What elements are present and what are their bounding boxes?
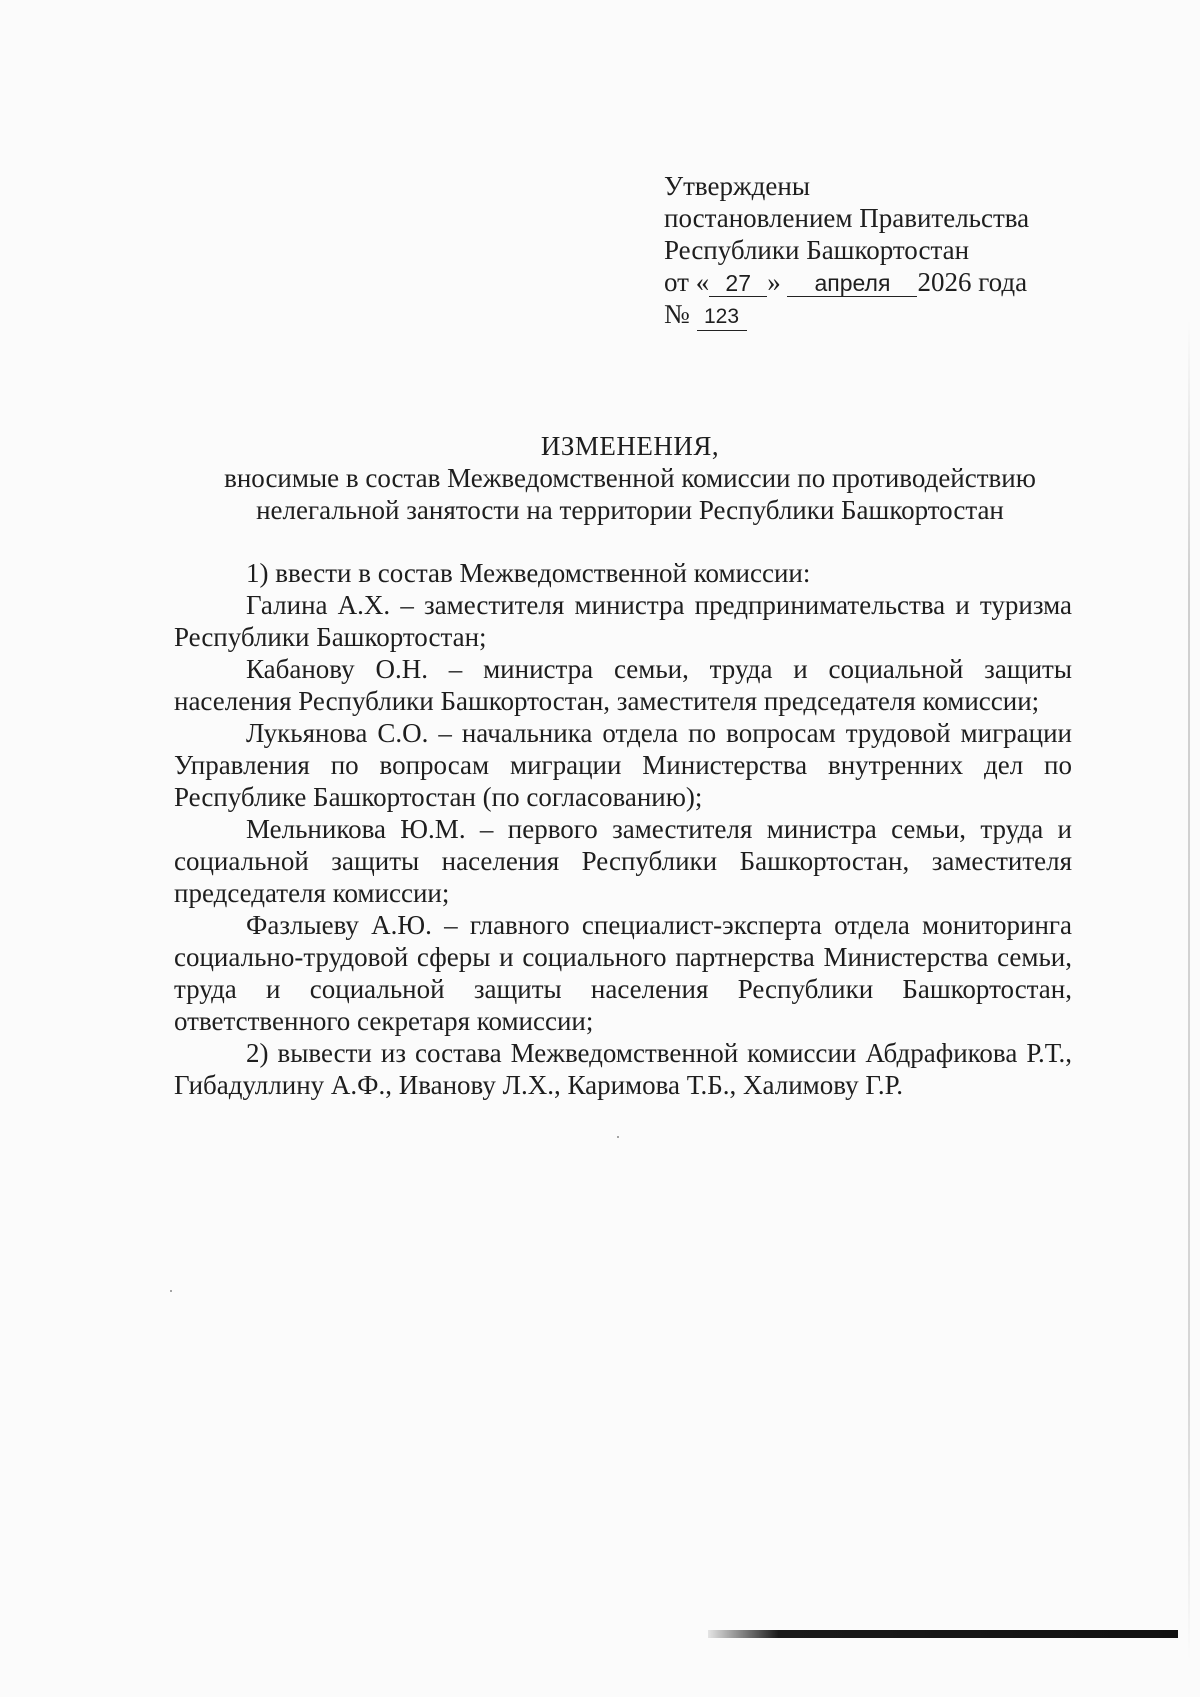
item-1-intro: 1) ввести в состав Межведомственной комиссии:	[246, 558, 811, 588]
document-subtitle-line-1: вносимые в состав Межведомственной комиссии по противодействию	[224, 463, 1036, 493]
member-entry: Кабанову О.Н. – министра семьи, труда и социальной защиты населения Республики Башкортостан, заместителя председателя комиссии;	[174, 654, 1072, 716]
number-value: 123	[697, 304, 747, 331]
approval-line-3: Республики Башкортостан	[664, 235, 970, 265]
member-entry: Лукьянова С.О. – начальника отдела по вопросам трудовой миграции Управления по вопросам миграции Министерства внутренних дел по Республике Башкортостан (по согласованию);	[174, 718, 1072, 812]
date-day: 27	[709, 270, 767, 297]
number-prefix: №	[664, 299, 690, 329]
member-entry: Фазлыеву А.Ю. – главного специалист-эксперта отдела мониторинга социально-трудовой сферы и социального партнерства Министерства семьи, труда и социальной защиты населения Республики Башкортостан, ответственного секретаря комиссии;	[174, 910, 1072, 1036]
date-month: апреля	[787, 270, 917, 297]
scan-bottom-bar	[708, 1630, 1178, 1638]
scan-speck	[170, 1290, 172, 1292]
approval-stamp	[664, 170, 1084, 331]
approval-number	[664, 298, 1084, 331]
approval-line-1: Утверждены	[664, 171, 810, 201]
scan-speck	[617, 1136, 619, 1138]
approval-line-2: постановлением Правительства	[664, 203, 1030, 233]
scan-edge-shadow	[1188, 320, 1190, 1660]
document-body	[174, 557, 1072, 1101]
member-entry: Мельникова Ю.М. – первого заместителя министра семьи, труда и социальной защиты населения Республики Башкортостан, заместителя председателя комиссии;	[174, 814, 1072, 908]
document-heading	[170, 430, 1090, 526]
item-2: 2) вывести из состава Межведомственной комиссии Абдрафикова Р.Т., Гибадуллину А.Ф., Иванову Л.Х., Каримова Т.Б., Халимову Г.Р.	[174, 1038, 1072, 1100]
member-entry: Галина А.Х. – заместителя министра предпринимательства и туризма Республики Башкортостан;	[174, 590, 1072, 652]
document-subtitle-line-2: нелегальной занятости на территории Республики Башкортостан	[256, 495, 1004, 525]
document-title: ИЗМЕНЕНИЯ,	[540, 431, 720, 461]
date-year: 2026 года	[917, 267, 1028, 297]
approval-date	[664, 266, 1084, 298]
date-prefix: от «	[664, 267, 710, 297]
date-mid: »	[767, 267, 781, 297]
